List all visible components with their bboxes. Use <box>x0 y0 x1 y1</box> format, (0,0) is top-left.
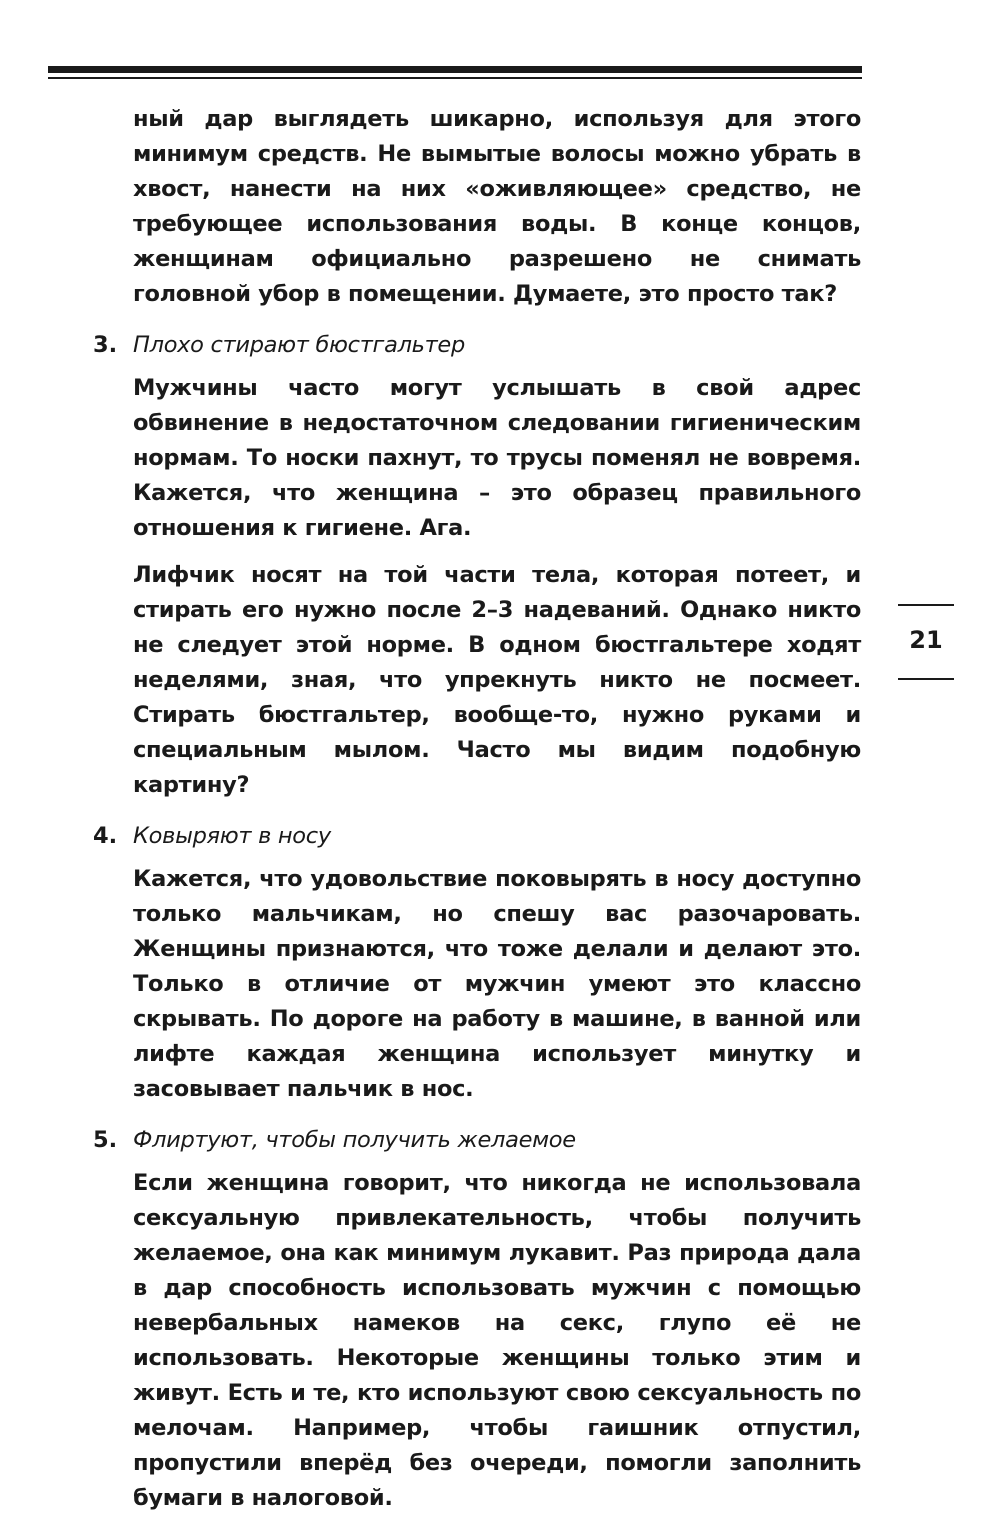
section-3 <box>93 328 861 803</box>
page-number-rule-bottom <box>898 678 954 680</box>
intro-paragraph: ный дар выглядеть шикарно, используя для этого минимум средств. Не вымытые волосы можно убрать в хвост, нанести на них «оживляющее» средство, не требующее использования воды. В конце концов, женщинам официально разрешено не снимать головной убор в помещении. Думаете, это просто так? <box>133 106 861 307</box>
section-5 <box>93 1123 861 1516</box>
header-rule-thin <box>48 77 862 79</box>
section-heading <box>93 1123 861 1158</box>
page-body <box>93 102 861 1516</box>
section-number: 5. <box>93 1127 118 1153</box>
section-number: 3. <box>93 332 118 358</box>
section-4 <box>93 819 861 1107</box>
section-paragraph: Лифчик носят на той части тела, которая потеет, и стирать его нужно после 2–3 надеваний. Однако никто не следует этой норме. В одном бюстгальтере ходят неделями, зная, что упрекнуть никто не посмеет. Стирать бюстгальтер, вообще-то, нужно руками и специальным мылом. Часто мы видим подобную картину? <box>133 562 861 798</box>
section-paragraph: Если женщина говорит, что никогда не использовала сексуальную привлекательность, чтобы получить желаемое, она как минимум лукавит. Раз природа дала в дар способность использовать мужчин с помощью невербальных намеков на секс, глупо её не использовать. Некоторые женщины только этим и живут. Есть и те, кто используют свою сексуальность по мелочам. Например, чтобы гаишник отпустил, пропустили вперёд без очереди, помогли заполнить бумаги в налоговой. <box>133 1170 861 1511</box>
section-title: Ковыряют в носу <box>133 823 331 849</box>
header-rule <box>48 66 862 73</box>
section-title: Флиртуют, чтобы получить желаемое <box>133 1127 576 1153</box>
section-heading <box>93 328 861 363</box>
section-paragraph: Кажется, что удовольствие поковырять в носу доступно только мальчикам, но спешу вас разочаровать. Женщины признаются, что тоже делали и делают это. Только в отличие от мужчин умеют это классно скрывать. По дороге на работу в машине, в ванной или лифте каждая женщина использует минутку и засовывает пальчик в нос. <box>133 866 861 1102</box>
section-number: 4. <box>93 823 118 849</box>
section-title: Плохо стирают бюстгальтер <box>133 332 465 358</box>
page-number-rule-top <box>898 604 954 606</box>
page-number-block <box>898 604 954 682</box>
page-number: 21 <box>909 626 943 654</box>
section-paragraph: Мужчины часто могут услышать в свой адрес обвинение в недостаточном следовании гигиеническим нормам. То носки пахнут, то трусы поменял не вовремя. Кажется, что женщина – это образец правильного отношения к гигиене. Ага. <box>133 375 861 541</box>
section-heading <box>93 819 861 854</box>
